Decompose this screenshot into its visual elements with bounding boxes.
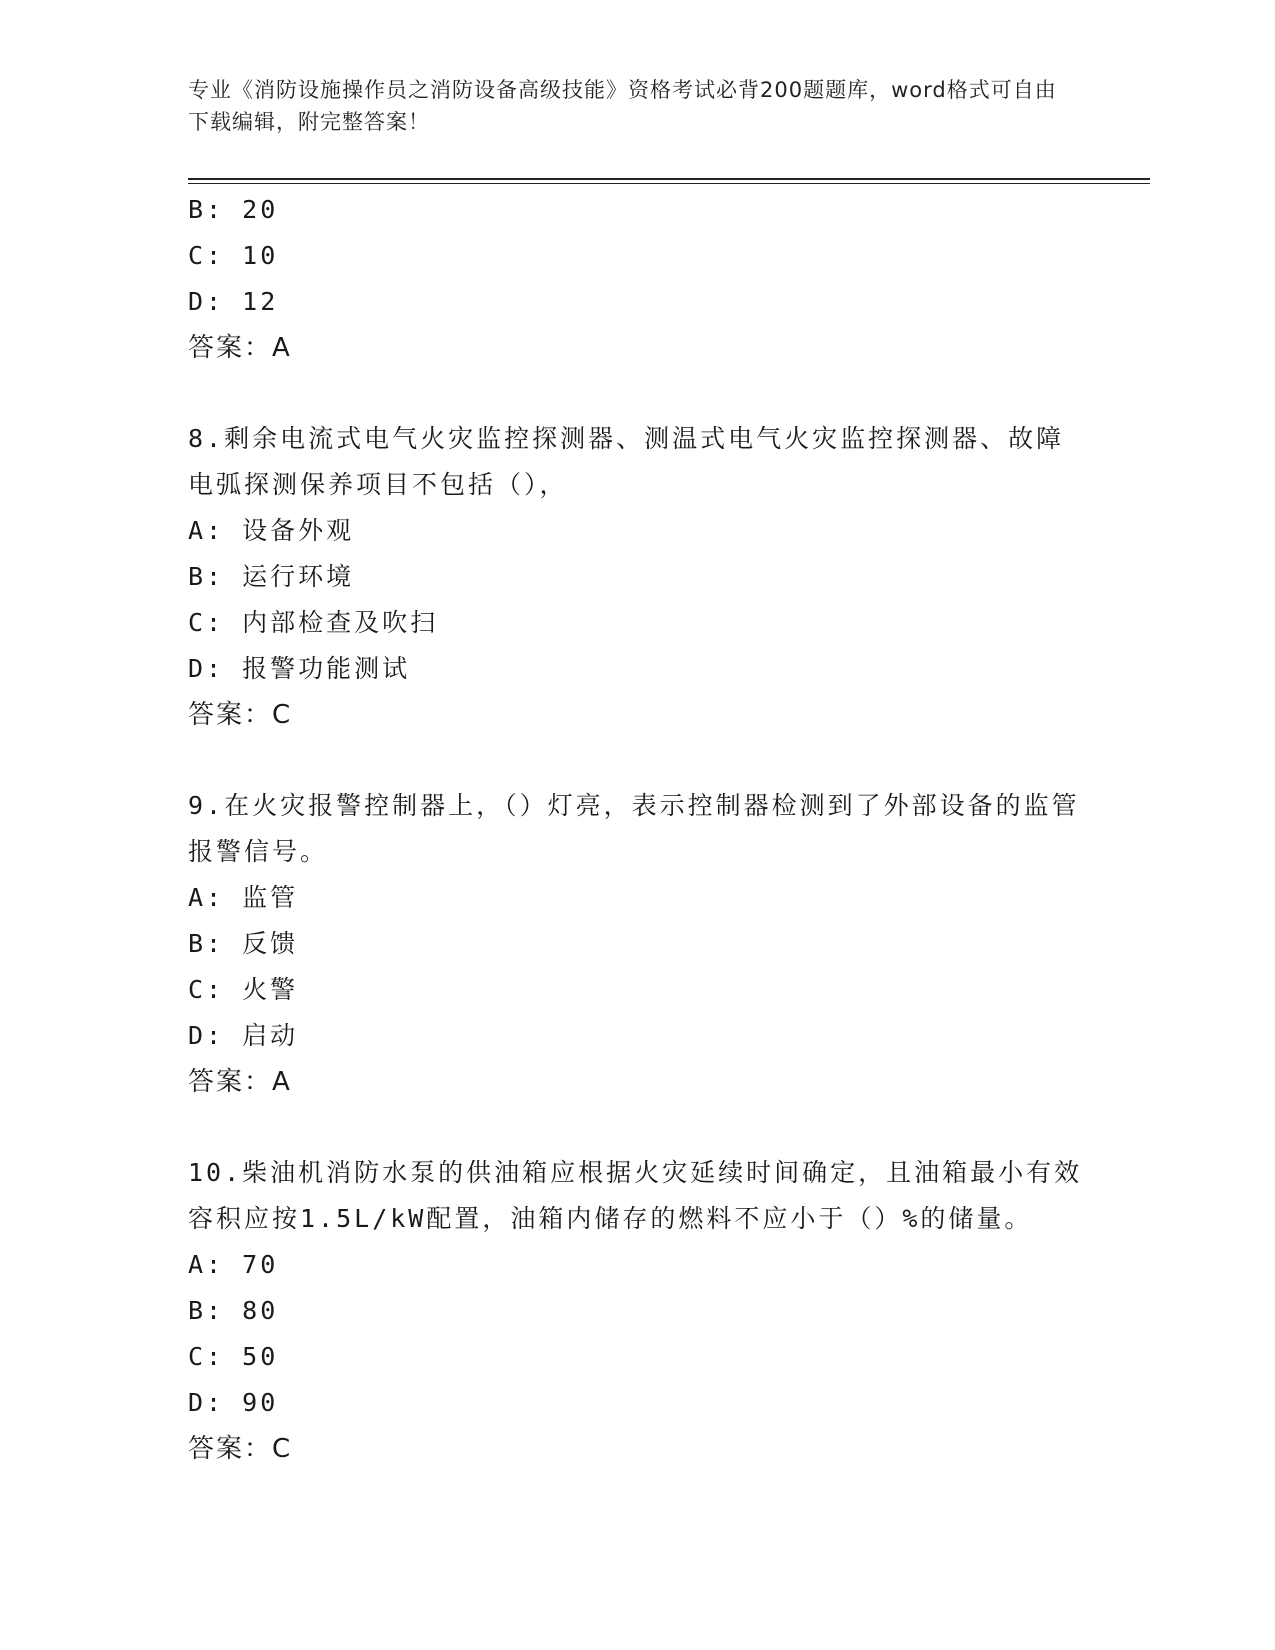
option-d: D: 90: [188, 1388, 279, 1417]
option-d: D: 启动: [188, 1021, 299, 1050]
option-a: A: 设备外观: [188, 516, 355, 545]
question-list: [188, 187, 1088, 1472]
option-c: C: 内部检查及吹扫: [188, 608, 439, 637]
question-8: [188, 416, 1088, 738]
option-b: B: 80: [188, 1296, 279, 1325]
answer: 答案：A: [188, 333, 292, 363]
option-c: C: 火警: [188, 975, 299, 1004]
header-rule-thick: [188, 178, 1150, 180]
option-b: B: 反馈: [188, 929, 299, 958]
header-rule-thin: [188, 183, 1150, 184]
option-b: B: 20: [188, 195, 279, 224]
option-d: D: 12: [188, 287, 279, 316]
option-d: D: 报警功能测试: [188, 654, 411, 683]
document-header: [188, 74, 1068, 138]
header-text: 专业《消防设施操作员之消防设备高级技能》资格考试必背200题题库，word格式可自由下载编辑，附完整答案！: [188, 78, 1057, 134]
question-text: 8.剩余电流式电气火灾监控探测器、测温式电气火灾监控探测器、故障电弧探测保养项目不包括（），: [188, 424, 1065, 499]
answer: 答案：C: [188, 700, 293, 730]
question-10: [188, 1150, 1088, 1472]
option-b: B: 运行环境: [188, 562, 355, 591]
option-a: A: 70: [188, 1250, 279, 1279]
question-text: 9.在火灾报警控制器上，（）灯亮，表示控制器检测到了外部设备的监管报警信号。: [188, 791, 1080, 866]
answer: 答案：C: [188, 1434, 293, 1464]
question-7-tail: [188, 187, 1088, 371]
answer: 答案：A: [188, 1067, 292, 1097]
option-a: A: 监管: [188, 883, 299, 912]
question-text: 10.柴油机消防水泵的供油箱应根据火灾延续时间确定，且油箱最小有效容积应按1.5L/kW配置，油箱内储存的燃料不应小于（）%的储量。: [188, 1158, 1083, 1233]
option-c: C: 10: [188, 241, 279, 270]
option-c: C: 50: [188, 1342, 279, 1371]
question-9: [188, 783, 1088, 1105]
